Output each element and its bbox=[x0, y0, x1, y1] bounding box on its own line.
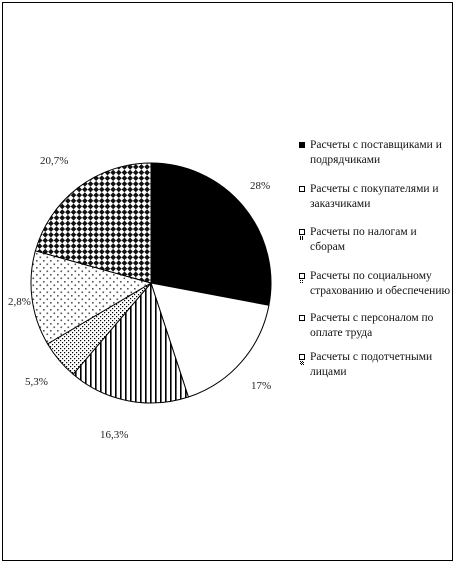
label-taxes: 16,3% bbox=[100, 429, 129, 441]
label-suppliers: 28% bbox=[250, 180, 271, 192]
legend-swatch-social-insurance bbox=[299, 273, 305, 279]
legend-label-customers: Расчеты с покупателями и заказчиками bbox=[310, 182, 439, 210]
legend-item-customers bbox=[299, 182, 451, 212]
legend-item-suppliers bbox=[299, 138, 451, 168]
label-social-insurance: 5,3% bbox=[25, 376, 48, 388]
legend-swatch-customers bbox=[299, 186, 305, 192]
legend-label-payroll: Расчеты с персоналом по оплате труда bbox=[310, 311, 434, 339]
legend-item-accountable-persons bbox=[299, 350, 451, 380]
legend-item-social-insurance bbox=[299, 269, 451, 299]
legend-swatch-payroll bbox=[299, 315, 305, 321]
legend-label-suppliers: Расчеты с поставщиками и подрядчиками bbox=[310, 139, 442, 166]
legend-item-taxes bbox=[299, 225, 451, 255]
legend-label-accountable-persons: Расчеты с подотчетными лицами bbox=[310, 350, 433, 378]
legend-item-payroll bbox=[299, 311, 451, 341]
label-customers: 17% bbox=[251, 380, 272, 392]
legend-swatch-taxes bbox=[299, 229, 305, 235]
legend-label-taxes: Расчеты по налогам и сборам bbox=[310, 226, 417, 253]
label-accountable-persons: 20,7% bbox=[40, 155, 69, 167]
chart-legend bbox=[299, 138, 451, 393]
label-payroll: 2,8% bbox=[8, 296, 31, 308]
legend-label-social-insurance: Расчеты по социальному страхованию и обеспечению bbox=[310, 269, 451, 297]
legend-swatch-suppliers bbox=[299, 142, 305, 148]
legend-swatch-accountable-persons bbox=[299, 354, 305, 360]
